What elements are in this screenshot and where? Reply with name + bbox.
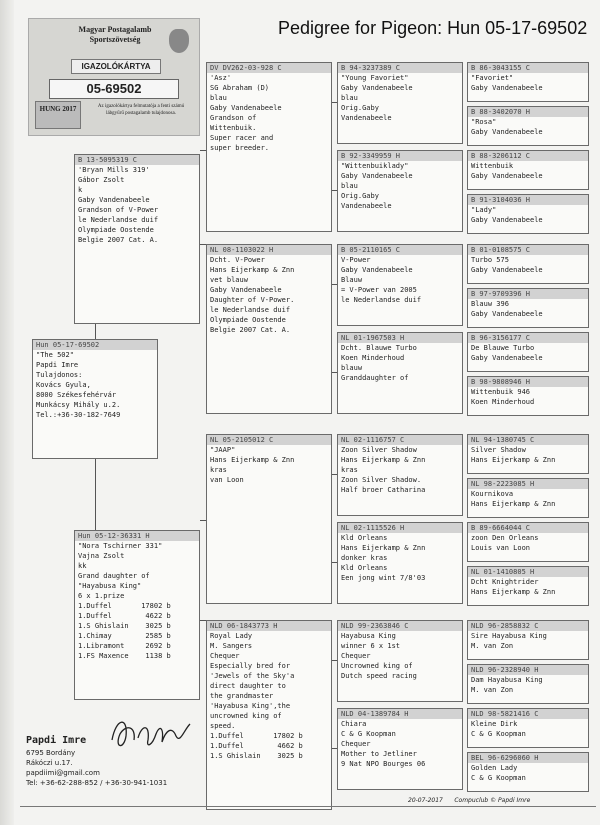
connector-line (332, 102, 337, 103)
dam-card-line: Grand daughter of (78, 572, 150, 580)
great-grandparent-card-line: Kld Orleans (341, 534, 388, 542)
great-grandparent-card-line: Granddaughter of (341, 374, 409, 382)
gg-grandparent-card-ring: B 86-3043155 C (468, 63, 588, 73)
page-title: Pedigree for Pigeon: Hun 05-17-69502 (278, 18, 588, 38)
sire-card-line: Gábor Zsolt (78, 176, 125, 184)
dam-card-line: Vajna Zsolt (78, 552, 125, 560)
great-grandparent-card-line: Vandenabeele (341, 202, 392, 210)
id-card-stamp: HUNG 2017 (35, 101, 81, 129)
grandparent-card-line: Especially bred for (210, 662, 291, 670)
grandparent-card-line: Belgie 2007 Cat. A. (210, 326, 291, 334)
gg-grandparent-card (467, 434, 589, 474)
owner-address: 6795 Bordány (26, 749, 76, 757)
gg-grandparent-card-line: Gaby Vandenabeele (471, 84, 543, 92)
owner-phone: Tel: +36-62-288-852 / +36-30-941-1031 (26, 779, 168, 787)
gg-grandparent-card-line: Koen Minderhoud (471, 398, 535, 406)
great-grandparent-card-ring: NL 02-1116757 C (338, 435, 462, 445)
great-grandparent-card (337, 522, 463, 604)
great-grandparent-card-ring: NL 01-1967503 H (338, 333, 462, 343)
sire-card-line: 'Bryan Mills 319' (78, 166, 150, 174)
connector-line (332, 660, 337, 661)
grandparent-card-line: le Nederlandse duif (210, 306, 291, 314)
gg-grandparent-card-ring: NL 01-1410805 H (468, 567, 588, 577)
grandparent-card-line: Wittenbuik. (210, 124, 257, 132)
gg-grandparent-card (467, 332, 589, 372)
dam-card-line: "Nora Tschirner 331" (78, 542, 163, 550)
great-grandparent-card-ring: NL 02-1115526 H (338, 523, 462, 533)
gg-grandparent-card (467, 150, 589, 190)
subject-card (32, 339, 158, 459)
grandparent-card-line: direct daughter to (210, 682, 286, 690)
grandparent-card-line: "JAAP" (210, 446, 236, 454)
dam-card-line: 1.Duffel 17802 b (78, 602, 171, 610)
great-grandparent-card-line: Hans Eijerkamp & Znn (341, 456, 426, 464)
grandparent-card (206, 434, 332, 604)
gg-grandparent-card-line: zoon Den Orleans (471, 534, 539, 542)
owner-contact (26, 734, 167, 788)
grandparent-card-line: vet blauw (210, 276, 248, 284)
id-card-ring: 05-69502 (49, 79, 179, 99)
grandparent-card-line: 'Asz' (210, 74, 232, 82)
great-grandparent-card-line: winner 6 x 1st (341, 642, 401, 650)
gg-grandparent-card-line: Golden Lady (471, 764, 518, 772)
gg-grandparent-card (467, 478, 589, 518)
subject-card-line: Tulajdonos: (36, 371, 83, 379)
gg-grandparent-card-ring: B 88-3206112 C (468, 151, 588, 161)
gg-grandparent-card-ring: B 88-3402070 H (468, 107, 588, 117)
great-grandparent-card-line: kras (341, 466, 358, 474)
great-grandparent-card-line: Kld Orleans (341, 564, 388, 572)
gg-grandparent-card-line: Hans Eijerkamp & Znn (471, 456, 556, 464)
gg-grandparent-card (467, 664, 589, 704)
great-grandparent-card-line: Uncrowned king of (341, 662, 413, 670)
gg-grandparent-card-line: Kleine Dirk (471, 720, 518, 728)
great-grandparent-card (337, 434, 463, 516)
great-grandparent-card-line: Chiara (341, 720, 367, 728)
gg-grandparent-card (467, 708, 589, 748)
gg-grandparent-card-line: Gaby Vandenabeele (471, 310, 543, 318)
gg-grandparent-card-ring: B 89-6664044 C (468, 523, 588, 533)
gg-grandparent-card-ring: B 96-3156177 C (468, 333, 588, 343)
dam-card-line: 6 x 1.prize (78, 592, 125, 600)
grandparent-card-line: Hans Eijerkamp & Znn (210, 456, 295, 464)
grandparent-card (206, 244, 332, 414)
connector-line (200, 150, 206, 151)
connector-line (200, 620, 206, 621)
great-grandparent-card-line: Mother to Jetliner (341, 750, 417, 758)
gg-grandparent-card-line: Gaby Vandenabeele (471, 172, 543, 180)
dam-card-line: 1.Libramont 2692 b (78, 642, 171, 650)
great-grandparent-card (337, 332, 463, 414)
gg-grandparent-card-line: De Blauwe Turbo (471, 344, 535, 352)
great-grandparent-card-line: Zoon Silver Shadow (341, 446, 417, 454)
grandparent-card-line: Olympiade Oostende (210, 316, 286, 324)
grandparent-card (206, 62, 332, 232)
gg-grandparent-card-line: Hans Eijerkamp & Znn (471, 500, 556, 508)
great-grandparent-card-line: le Nederlandse duif (341, 296, 422, 304)
connector-line (332, 748, 337, 749)
grandparent-card-line: kras (210, 466, 227, 474)
owner-email[interactable]: papdiimi@gmail.com (26, 769, 100, 777)
great-grandparent-card-line: Blauw (341, 276, 363, 284)
grandparent-card-line: SG Abraham (D) (210, 84, 270, 92)
great-grandparent-card-line: donker kras (341, 554, 388, 562)
pigeon-emblem-icon (169, 29, 189, 53)
subject-card-ring: Hun 05-17-69502 (33, 340, 157, 350)
footer-credit: Compuclub © Papdi Imre (454, 797, 531, 804)
gg-grandparent-card-line: Silver Shadow (471, 446, 526, 454)
great-grandparent-card-line: Half broer Catharina (341, 486, 426, 494)
connector-line (332, 190, 337, 191)
dam-card-line: 1.S Ghislain 3025 b (78, 622, 171, 630)
sire-card-line: le Nederlandse duif (78, 216, 159, 224)
great-grandparent-card-line: "Wittenbuiklady" (341, 162, 409, 170)
grandparent-card-line: Super racer and (210, 134, 274, 142)
gg-grandparent-card-line: Louis van Loon (471, 544, 531, 552)
grandparent-card-line: Chequer (210, 652, 240, 660)
gg-grandparent-card-line: Gaby Vandenabeele (471, 216, 543, 224)
gg-grandparent-card-line: Kournikova (471, 490, 514, 498)
gg-grandparent-card-ring: BEL 96-6296060 H (468, 753, 588, 763)
great-grandparent-card-line: C & G Koopman (341, 730, 396, 738)
great-grandparent-card-line: V-Power (341, 256, 371, 264)
subject-card-line: Kovács Gyula, (36, 381, 91, 389)
great-grandparent-card-line: 9 Nat NPO Bourges 06 (341, 760, 426, 768)
connector-line (332, 372, 337, 373)
grandparent-card-line: blau (210, 94, 227, 102)
grandparent-card-line: M. Sangers (210, 642, 253, 650)
great-grandparent-card-line: Zoon Silver Shadow. (341, 476, 422, 484)
gg-grandparent-card-line: Sire Hayabusa King (471, 632, 547, 640)
grandparent-card-line: 'Jewels of the Sky'a (210, 672, 295, 680)
great-grandparent-card-line: Dutch speed racing (341, 672, 417, 680)
dam-card-line: 1.FS Maxence 1138 b (78, 652, 171, 660)
gg-grandparent-card-line: C & G Koopman (471, 774, 526, 782)
great-grandparent-card (337, 62, 463, 144)
subject-card-line: Munkácsy Mihály u.2. (36, 401, 121, 409)
great-grandparent-card-ring: B 92-3349959 H (338, 151, 462, 161)
gg-grandparent-card-line: M. van Zon (471, 642, 514, 650)
grandparent-card-line: Royal Lady (210, 632, 253, 640)
connector-line (332, 474, 337, 475)
gg-grandparent-card-line: Gaby Vandenabeele (471, 354, 543, 362)
sire-card-ring: B 13-5095319 C (75, 155, 199, 165)
gg-grandparent-card-line: Turbo 575 (471, 256, 509, 264)
owner-street: Rákóczi u.17. (26, 759, 73, 767)
connector-line (95, 459, 96, 530)
gg-grandparent-card-line: C & G Koopman (471, 730, 526, 738)
grandparent-card-line: super breeder. (210, 144, 270, 152)
footer (408, 797, 530, 804)
great-grandparent-card-line: blau (341, 94, 358, 102)
gg-grandparent-card (467, 244, 589, 284)
great-grandparent-card-line: blau (341, 182, 358, 190)
grandparent-card-line: Daughter of V-Power. (210, 296, 295, 304)
connector-line (200, 520, 206, 521)
gg-grandparent-card (467, 620, 589, 660)
dam-card-line: "Hayabusa King" (78, 582, 142, 590)
gg-grandparent-card-line: Dam Hayabusa King (471, 676, 543, 684)
grandparent-card-line: Dcht. V-Power (210, 256, 265, 264)
great-grandparent-card-line: Gaby Vandenabeele (341, 172, 413, 180)
subject-card-line: 8000 Székesfehérvár (36, 391, 117, 399)
sire-card-line: Gaby Vandenabeele (78, 196, 150, 204)
gg-grandparent-card (467, 288, 589, 328)
gg-grandparent-card (467, 194, 589, 234)
gg-grandparent-card-line: Dcht Knightrider (471, 578, 539, 586)
grandparent-card-ring: NL 05-2105012 C (207, 435, 331, 445)
great-grandparent-card-ring: B 94-3237389 C (338, 63, 462, 73)
grandparent-card-ring: DV DV262-03-928 C (207, 63, 331, 73)
gg-grandparent-card-ring: B 91-3104036 H (468, 195, 588, 205)
dam-card (74, 530, 200, 700)
great-grandparent-card-ring: NLD 04-1389784 H (338, 709, 462, 719)
grandparent-card-line: van Loon (210, 476, 244, 484)
grandparent-card-line: 1.Duffel 4662 b (210, 742, 303, 750)
subject-card-line: Tel.:+36-30-182-7649 (36, 411, 121, 419)
grandparent-card-line: 1.S Ghislain 3025 b (210, 752, 303, 760)
great-grandparent-card-line: Gaby Vandenabeele (341, 84, 413, 92)
great-grandparent-card-line: Vandenabeele (341, 114, 392, 122)
grandparent-card (206, 620, 332, 810)
great-grandparent-card (337, 244, 463, 326)
subject-card-line: Papdi Imre (36, 361, 79, 369)
gg-grandparent-card (467, 106, 589, 146)
id-card-note: Az igazolókártya felmutatója a fenti számú lábgyűrű postagalamb tulajdonosa. (97, 104, 185, 116)
gg-grandparent-card (467, 62, 589, 102)
gg-grandparent-card (467, 566, 589, 606)
grandparent-card-line: Hans Eijerkamp & Znn (210, 266, 295, 274)
sire-card-line: Grandson of V-Power (78, 206, 159, 214)
gg-grandparent-card-line: Blauw 396 (471, 300, 509, 308)
grandparent-card-line: Gaby Vandenabeele (210, 104, 282, 112)
dam-card-line: kk (78, 562, 87, 570)
great-grandparent-card (337, 150, 463, 232)
great-grandparent-card-line: Chequer (341, 740, 371, 748)
great-grandparent-card-ring: NLD 99-2363846 C (338, 621, 462, 631)
great-grandparent-card-ring: B 05-2110165 C (338, 245, 462, 255)
grandparent-card-line: Gaby Vandenabeele (210, 286, 282, 294)
great-grandparent-card-line: Hayabusa King (341, 632, 396, 640)
gg-grandparent-card (467, 522, 589, 562)
sire-card (74, 154, 200, 324)
great-grandparent-card-line: Koen Minderhoud (341, 354, 405, 362)
great-grandparent-card-line: Orig.Gaby (341, 192, 379, 200)
gg-grandparent-card-line: Hans Eijerkamp & Znn (471, 588, 556, 596)
connector-line (200, 244, 206, 245)
dam-card-line: 1.Duffel 4622 b (78, 612, 171, 620)
grandparent-card-line: 'Hayabusa King',the (210, 702, 291, 710)
gg-grandparent-card-ring: B 97-9709396 H (468, 289, 588, 299)
grandparent-card-line: 1.Duffel 17802 b (210, 732, 303, 740)
gg-grandparent-card-line: Wittenbuik (471, 162, 514, 170)
id-card (28, 18, 200, 136)
dam-card-ring: Hun 05-12-36331 H (75, 531, 199, 541)
gg-grandparent-card-line: "Lady" (471, 206, 497, 214)
gg-grandparent-card-line: M. van Zon (471, 686, 514, 694)
footer-date: 20-07-2017 (408, 797, 443, 804)
grandparent-card-line: speed. (210, 722, 236, 730)
connector-line (332, 562, 337, 563)
sire-card-line: k (78, 186, 83, 194)
gg-grandparent-card-ring: B 98-9808946 H (468, 377, 588, 387)
scan-edge (0, 0, 14, 825)
grandparent-card-ring: NLD 06-1843773 H (207, 621, 331, 631)
gg-grandparent-card-ring: NL 98-2223085 H (468, 479, 588, 489)
sire-card-line: Olympiade Oostende (78, 226, 154, 234)
great-grandparent-card-line: Chequer (341, 652, 371, 660)
id-card-title: IGAZOLÓKÁRTYA (71, 59, 161, 74)
gg-grandparent-card-line: Wittenbuik 946 (471, 388, 531, 396)
gg-grandparent-card-line: Gaby Vandenabeele (471, 266, 543, 274)
great-grandparent-card-line: Dcht. Blauwe Turbo (341, 344, 417, 352)
grandparent-card-ring: NL 08-1103022 H (207, 245, 331, 255)
gg-grandparent-card-ring: NL 94-1380745 C (468, 435, 588, 445)
sire-card-line: Belgie 2007 Cat. A. (78, 236, 159, 244)
great-grandparent-card-line: "Young Favoriet" (341, 74, 409, 82)
footer-divider (20, 806, 596, 807)
gg-grandparent-card-line: Gaby Vandenabeele (471, 128, 543, 136)
great-grandparent-card-line: Een jong wint 7/8'03 (341, 574, 426, 582)
grandparent-card-line: the grandmaster (210, 692, 274, 700)
gg-grandparent-card-line: "Favoriet" (471, 74, 514, 82)
connector-line (332, 284, 337, 285)
great-grandparent-card-line: Orig.Gaby (341, 104, 379, 112)
gg-grandparent-card-ring: NLD 96-2328940 H (468, 665, 588, 675)
great-grandparent-card-line: = V-Power van 2005 (341, 286, 417, 294)
great-grandparent-card (337, 620, 463, 702)
subject-card-line: "The 502" (36, 351, 74, 359)
gg-grandparent-card-line: "Rosa" (471, 118, 497, 126)
great-grandparent-card-line: Gaby Vandenabeele (341, 266, 413, 274)
great-grandparent-card-line: Hans Eijerkamp & Znn (341, 544, 426, 552)
grandparent-card-line: Grandson of (210, 114, 257, 122)
owner-name: Papdi Imre (26, 735, 87, 746)
great-grandparent-card-line: blauw (341, 364, 363, 372)
grandparent-card-line: uncrowned king of (210, 712, 282, 720)
gg-grandparent-card-ring: B 01-0108575 C (468, 245, 588, 255)
connector-line (95, 324, 96, 339)
gg-grandparent-card-ring: NLD 96-2858832 C (468, 621, 588, 631)
great-grandparent-card (337, 708, 463, 790)
dam-card-line: 1.Chimay 2585 b (78, 632, 171, 640)
gg-grandparent-card (467, 752, 589, 792)
gg-grandparent-card-ring: NLD 98-5821416 C (468, 709, 588, 719)
gg-grandparent-card (467, 376, 589, 416)
id-card-association: Magyar Postagalamb Sportszövetség (78, 25, 152, 44)
